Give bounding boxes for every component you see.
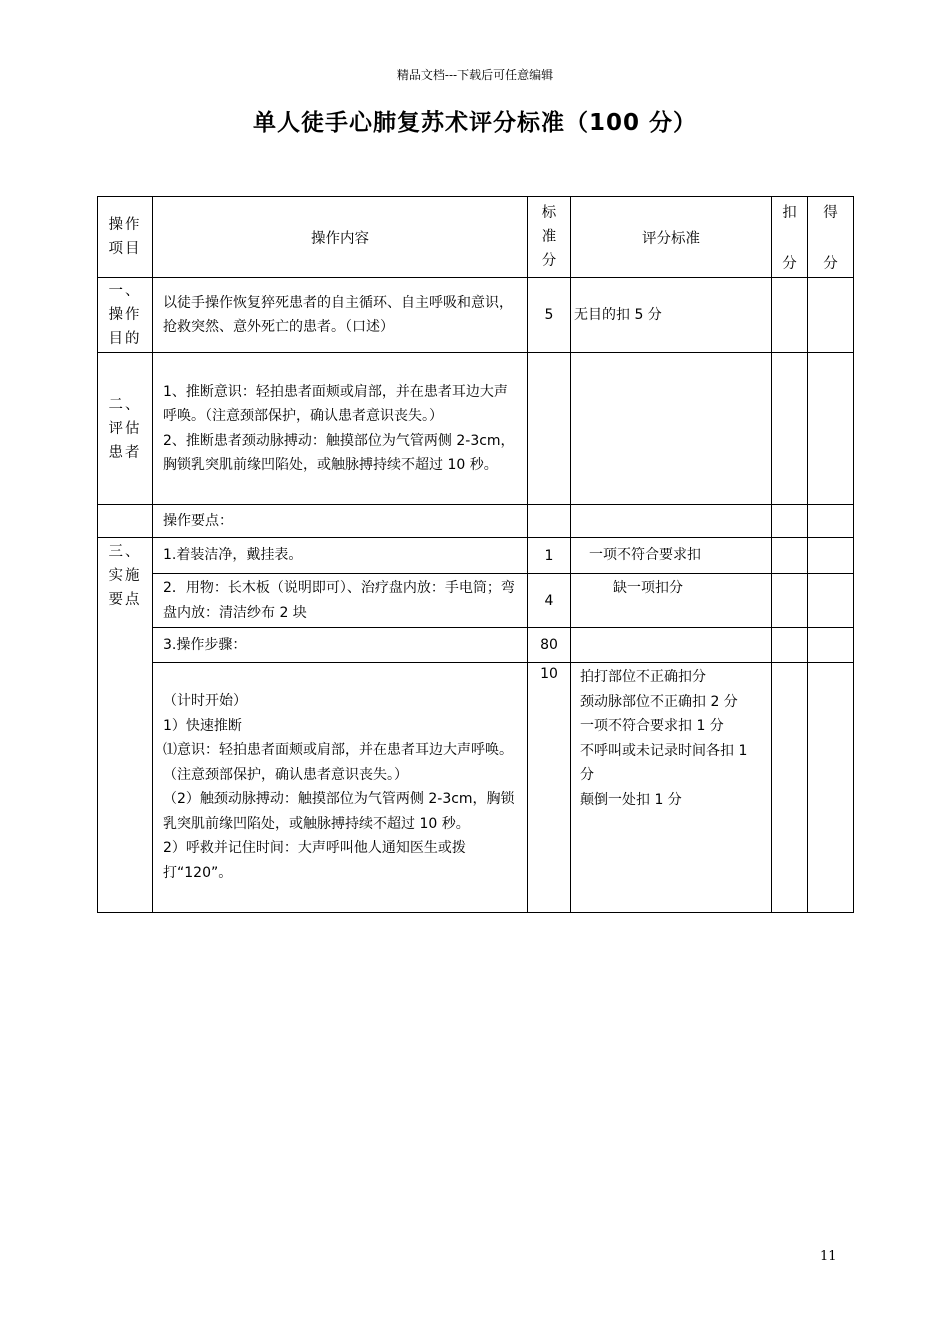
row-score [808,663,854,913]
row-deduct [772,505,808,538]
row-standard: 10 [528,663,571,913]
row-criteria [571,353,772,505]
row-score [808,538,854,574]
row-deduct [772,353,808,505]
row-score [808,574,854,628]
header-deduct-1: 扣 [782,205,797,221]
row-item: 一、 操作 目的 [98,278,153,353]
row-content: （计时开始） 1）快速推断 ⑴意识：轻拍患者面颊或肩部，并在患者耳边大声呼唤。（注意颈部保护，确认患者意识丧失。） （2）触颈动脉搏动：触摸部位为气管两侧 2-3cm，胸锁乳突肌前缘凹陷处，或触脉搏持续不超过 10 秒。 2）呼救并记住时间：大声呼叫他人通知医生或拨打“120”。 [153,663,528,913]
header-deduct [772,197,808,278]
row-criteria [571,628,772,663]
scoring-table [97,196,854,913]
table-row [98,353,854,505]
row-score [808,278,854,353]
row-criteria [571,505,772,538]
table-row [98,628,854,663]
row-deduct [772,538,808,574]
header-note: 精品文档---下载后可任意编辑 [396,68,554,82]
header-score-1: 得 [823,205,838,221]
row-standard: 80 [528,628,571,663]
table-row [98,574,854,628]
header-content: 操作内容 [153,197,528,278]
row-criteria: 缺一项扣分 [571,574,772,628]
row-content: 1、推断意识：轻拍患者面颊或肩部，并在患者耳边大声呼唤。（注意颈部保护，确认患者意识丧失。） 2、推断患者颈动脉搏动：触摸部位为气管两侧 2-3cm，胸锁乳突肌前缘凹陷处，或触脉搏持续不超过 10 秒。 [153,353,528,505]
header-deduct-2: 分 [782,256,797,272]
row-score [808,505,854,538]
row-criteria: 无目的扣 5 分 [571,278,772,353]
row-item [98,505,153,538]
row-content: 3.操作步骤： [153,628,528,663]
header-criteria: 评分标准 [571,197,772,278]
row-score [808,628,854,663]
row-deduct [772,628,808,663]
section3-item: 三、 实施 要点 [98,538,153,913]
table-row [98,505,854,538]
row-content: 1.着装洁净，戴挂表。 [153,538,528,574]
row-standard: 1 [528,538,571,574]
table-header-row [98,197,854,278]
header-score-2: 分 [823,256,838,272]
row-content: 以徒手操作恢复猝死患者的自主循环、自主呼吸和意识，抢救突然、意外死亡的患者。（口述） [153,278,528,353]
header-score [808,197,854,278]
row-deduct [772,574,808,628]
table-row [98,538,854,574]
table-row [98,278,854,353]
header-standard: 标 准 分 [528,197,571,278]
row-standard: 4 [528,574,571,628]
row-deduct [772,278,808,353]
row-standard [528,353,571,505]
row-item: 二、 评估 患者 [98,353,153,505]
row-standard [528,505,571,538]
page-number: 11 [820,1249,837,1264]
row-criteria: 拍打部位不正确扣分 颈动脉部位不正确扣 2 分 一项不符合要求扣 1 分 不呼叫或未记录时间各扣 1 分 颠倒一处扣 1 分 [571,663,772,913]
table-row [98,663,854,913]
header-item: 操作 项目 [98,197,153,278]
row-deduct [772,663,808,913]
row-content: 操作要点： [153,505,528,538]
page-title: 单人徒手心肺复苏术评分标准（100 分） [252,110,698,136]
row-score [808,353,854,505]
row-content: 2．用物：长木板（说明即可）、治疗盘内放：手电筒；弯盘内放：清洁纱布 2 块 [153,574,528,628]
row-criteria: 一项不符合要求扣 [571,538,772,574]
row-standard: 5 [528,278,571,353]
